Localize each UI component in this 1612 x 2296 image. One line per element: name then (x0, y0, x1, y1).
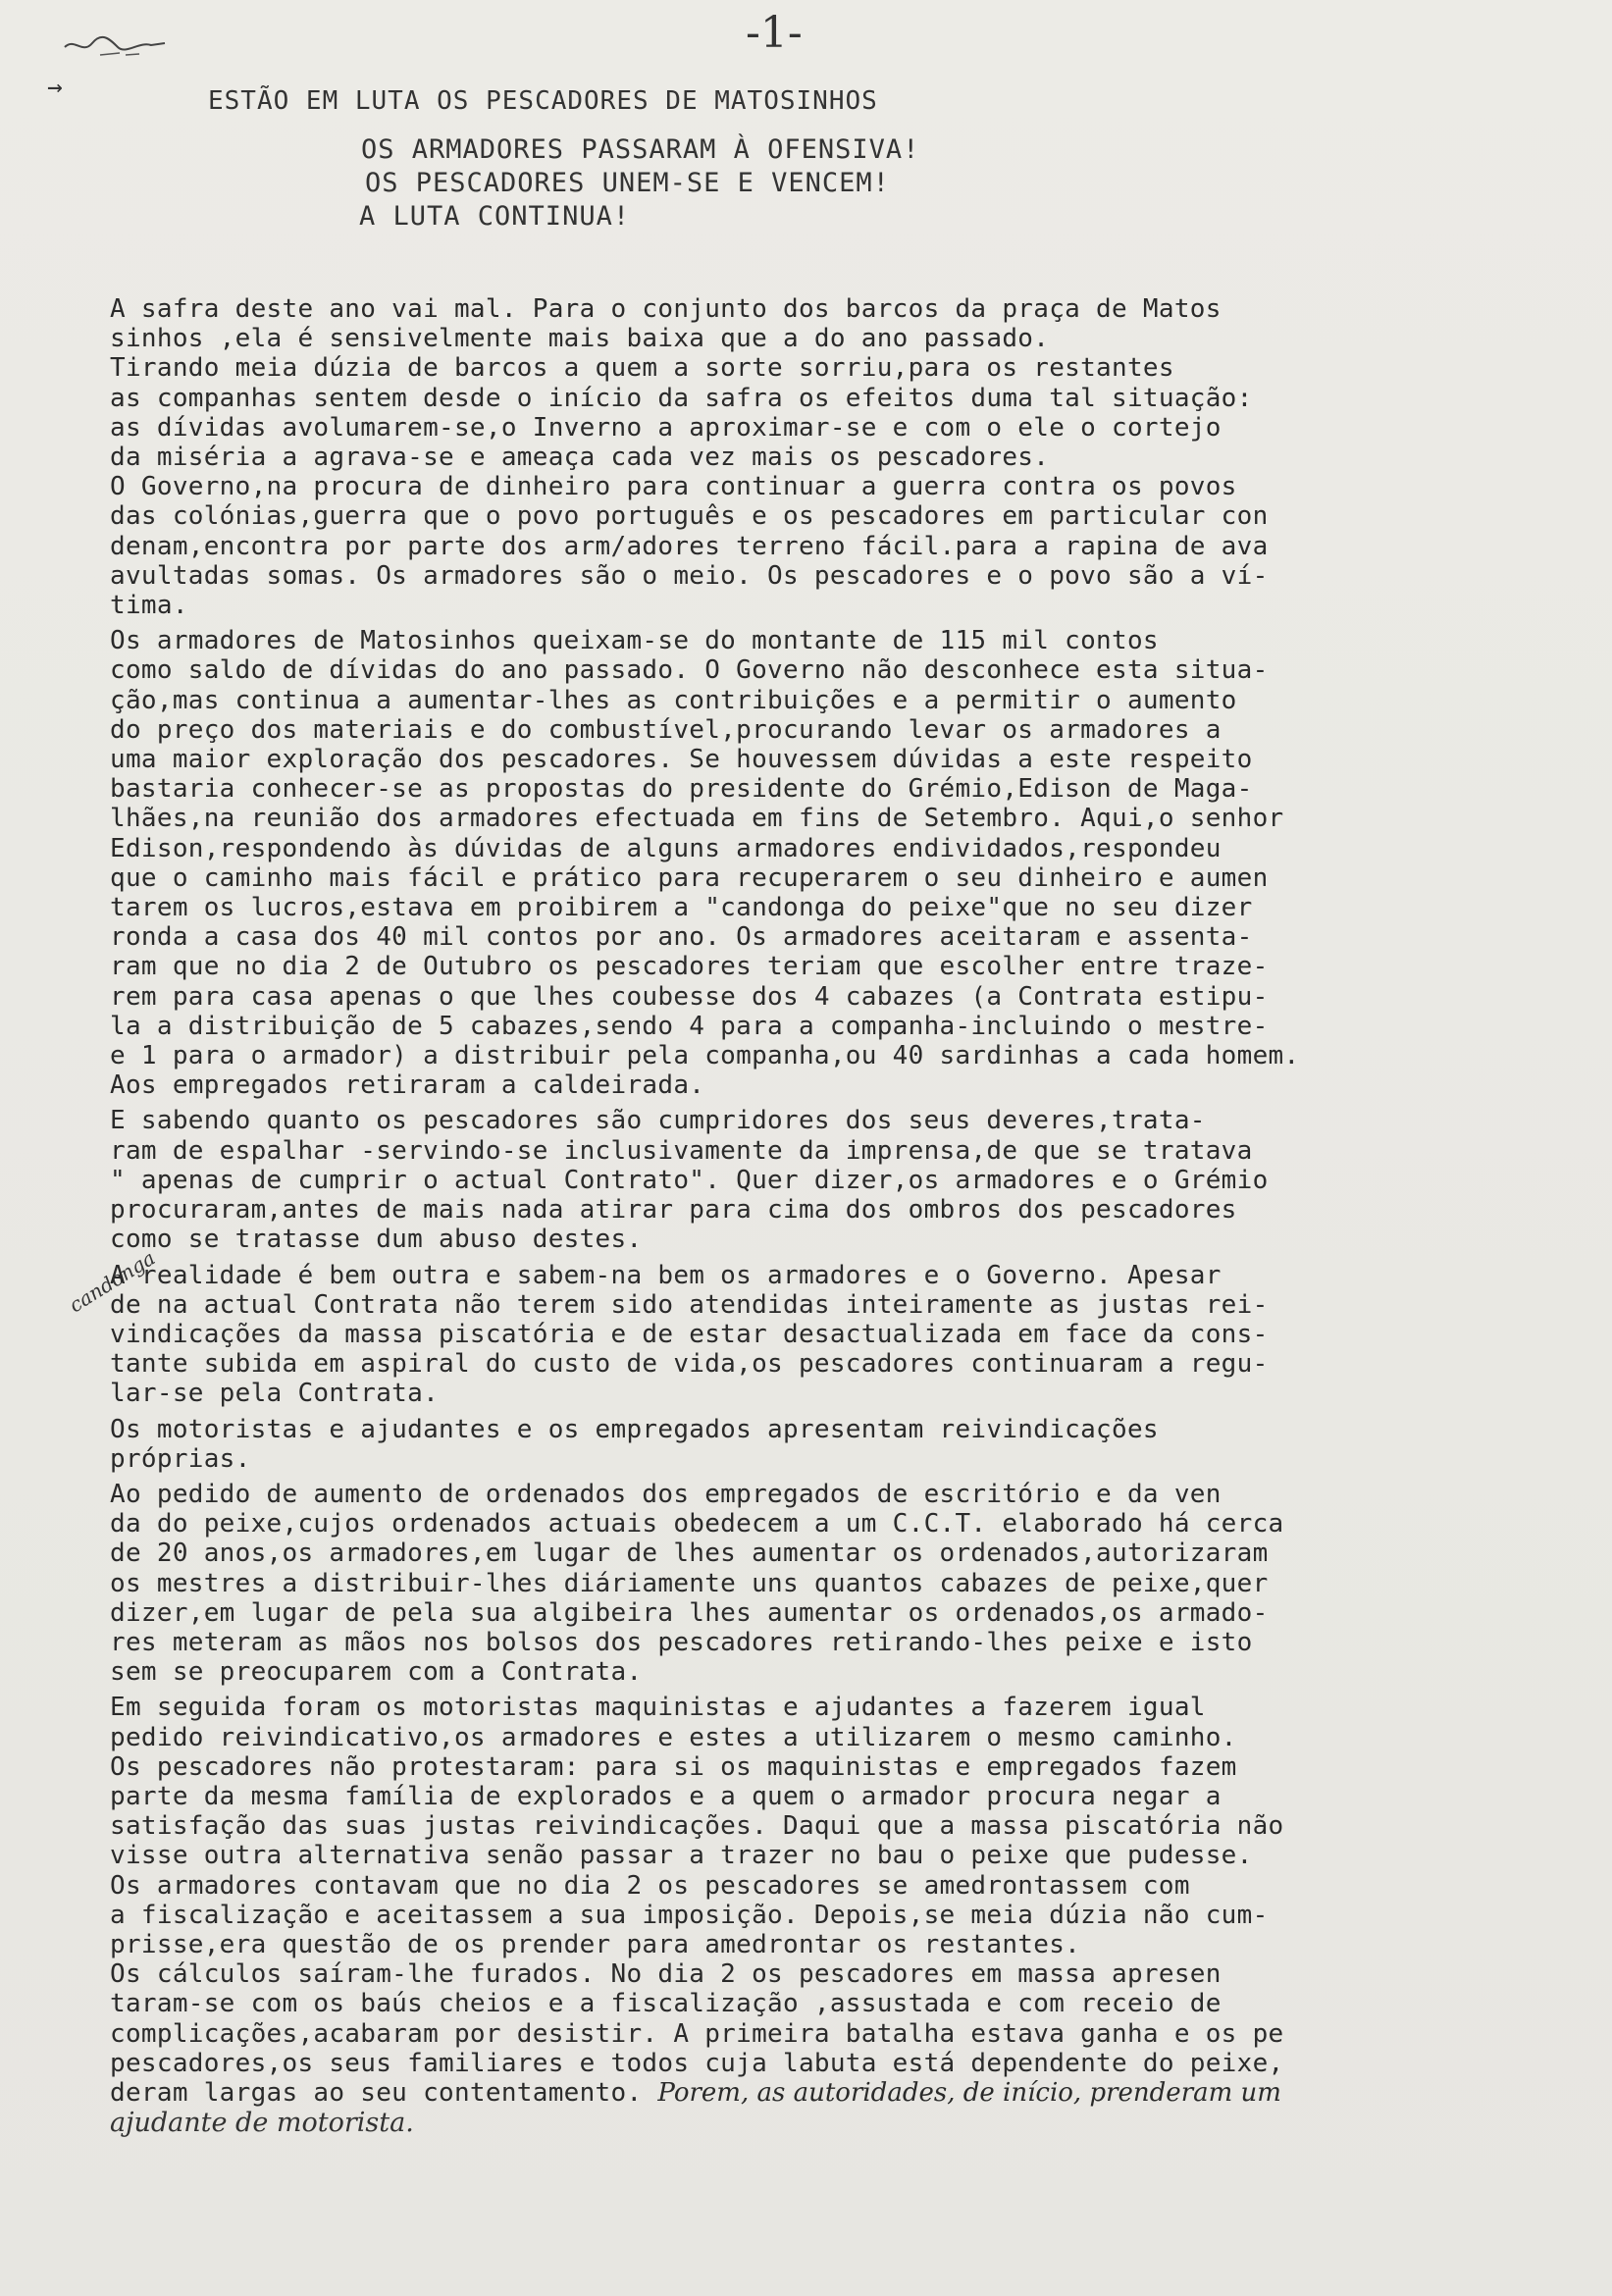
text-line: ção,mas continua a aumentar-lhes as contribuições e a permitir o aumento (110, 685, 1237, 715)
text-line: la a distribuição de 5 cabazes,sendo 4 para a companha-incluindo o mestre- (110, 1011, 1269, 1041)
text-line: parte da mesma família de explorados e a quem o armador procura negar a (110, 1781, 1222, 1811)
text-line: A realidade é bem outra e sabem-na bem os armadores e o Governo. Apesar (110, 1260, 1222, 1290)
text-line: Aos empregados retiraram a caldeirada. (110, 1070, 705, 1101)
text-line: visse outra alternativa senão passar a trazer no bau o peixe que pudesse. (110, 1841, 1253, 1871)
paragraph (110, 294, 1572, 620)
text-line: da miséria a agrava-se e ameaça cada vez mais os pescadores. (110, 443, 1050, 473)
text-line: Tirando meia dúzia de barcos a quem a sorte sorriu,para os restantes (110, 353, 1174, 384)
paragraph (110, 1480, 1572, 1687)
text-line: tima. (110, 591, 188, 621)
text-line: tarem os lucros,estava em proibirem a "candonga do peixe"que no seu dizer (110, 893, 1253, 923)
text-line: e 1 para o armador) a distribuir pela companha,ou 40 sardinhas a cada homem. (110, 1041, 1300, 1071)
text-line: Os pescadores não protestaram: para si os maquinistas e empregados fazem (110, 1751, 1237, 1782)
text-line: como se tratasse dum abuso destes. (110, 1225, 643, 1255)
arrow-mark-icon: → (47, 73, 63, 102)
text-line-content: deram largas ao seu contentamento. (110, 2077, 643, 2108)
text-line: como saldo de dívidas do ano passado. O Governo não desconhece esta situa- (110, 655, 1269, 686)
text-line: de 20 anos,os armadores,em lugar de lhes aumentar os ordenados,autorizaram (110, 1539, 1269, 1569)
slogan-line: A LUTA CONTINUA! (359, 201, 631, 232)
paragraph (110, 1261, 1572, 1409)
text-line: vindicações da massa piscatória e de estar desactualizada em face da cons- (110, 1319, 1269, 1349)
handwritten-annotation: ajudante de motorista. (110, 2108, 414, 2139)
text-line: tante subida em aspiral do custo de vida,os pescadores continuaram a regu- (110, 1349, 1269, 1380)
text-line: complicações,acabaram por desistir. A primeira batalha estava ganha e os pe (110, 2018, 1284, 2049)
text-line (110, 2078, 1572, 2108)
page-number: -1- (746, 8, 803, 58)
text-line: satisfação das suas justas reivindicações. Daqui que a massa piscatória não (110, 1811, 1284, 1842)
slogan-line: OS PESCADORES UNEM-SE E VENCEM! (365, 168, 890, 198)
text-line: lhães,na reunião dos armadores efectuada em fins de Setembro. Aqui,o senhor (110, 804, 1284, 834)
slogan-block (361, 133, 919, 234)
text-line: rem para casa apenas o que lhes coubesse dos 4 cabazes (a Contrata estipu- (110, 981, 1269, 1012)
text-line: O Governo,na procura de dinheiro para continuar a guerra contra os povos (110, 472, 1237, 502)
text-line: Ao pedido de aumento de ordenados dos empregados de escritório e da ven (110, 1479, 1222, 1509)
text-line: lar-se pela Contrata. (110, 1379, 440, 1409)
text-line: ronda a casa dos 40 mil contos por ano. Os armadores aceitaram e assenta- (110, 922, 1253, 953)
text-line: Os motoristas e ajudantes e os empregados apresentam reivindicações (110, 1414, 1159, 1444)
text-line: sinhos ,ela é sensivelmente mais baixa que a do ano passado. (110, 324, 1050, 354)
handwritten-annotation: Porem, as autoridades, de início, prenderam um (657, 2077, 1281, 2108)
text-line: que o caminho mais fácil e prático para recuperarem o seu dinheiro e aumen (110, 862, 1269, 893)
text-line: de na actual Contrata não terem sido atendidas inteiramente as justas rei- (110, 1289, 1269, 1320)
text-line: E sabendo quanto os pescadores são cumpridores dos seus deveres,trata- (110, 1106, 1206, 1136)
paragraph (110, 1693, 1572, 2139)
text-line: denam,encontra por parte dos arm/adores terreno fácil.para a rapina de ava (110, 531, 1269, 561)
text-line: das colónias,guerra que o povo português e os pescadores em particular con (110, 501, 1269, 532)
text-line: Os armadores de Matosinhos queixam-se do montante de 115 mil contos (110, 626, 1159, 656)
text-line: uma maior exploração dos pescadores. Se houvessem dúvidas a este respeito (110, 745, 1253, 775)
text-line: a fiscalização e aceitassem a sua imposição. Depois,se meia dúzia não cum- (110, 1900, 1269, 1930)
text-line: ram que no dia 2 de Outubro os pescadores teriam que escolher entre traze- (110, 952, 1269, 982)
text-line: sem se preocuparem com a Contrata. (110, 1657, 643, 1688)
text-line: próprias. (110, 1443, 251, 1474)
paragraph (110, 1415, 1572, 1474)
document-title: ESTÃO EM LUTA OS PESCADORES DE MATOSINHOS (208, 86, 878, 116)
text-line: res meteram as mãos nos bolsos dos pescadores retirando-lhes peixe e isto (110, 1627, 1253, 1657)
handwritten-margin-note: candonga (65, 1245, 160, 1318)
text-line: Edison,respondendo às dúvidas de alguns armadores endividados,respondeu (110, 833, 1222, 863)
text-line: taram-se com os baús cheios e a fiscalização ,assustada e com receio de (110, 1989, 1222, 2019)
article-body (110, 294, 1572, 2139)
paragraph (110, 626, 1572, 1100)
text-line: " apenas de cumprir o actual Contrato". Quer dizer,os armadores e o Grémio (110, 1165, 1269, 1195)
margin-scribble-mark (61, 29, 169, 59)
text-line: ram de espalhar -servindo-se inclusivamente da imprensa,de que se tratava (110, 1135, 1253, 1166)
text-line: prisse,era questão de os prender para amedrontar os restantes. (110, 1929, 1081, 1959)
text-line: procuraram,antes de mais nada atirar para cima dos ombros dos pescadores (110, 1195, 1237, 1226)
text-line: da do peixe,cujos ordenados actuais obedecem a um C.C.T. elaborado há cerca (110, 1509, 1284, 1539)
text-line: pescadores,os seus familiares e todos cuja labuta está dependente do peixe, (110, 2048, 1284, 2078)
text-line: dizer,em lugar de pela sua algibeira lhes aumentar os ordenados,os armado- (110, 1597, 1269, 1628)
text-line: A safra deste ano vai mal. Para o conjunto dos barcos da praça de Matos (110, 294, 1222, 324)
paragraph (110, 1106, 1572, 1254)
text-line: Os armadores contavam que no dia 2 os pescadores se amedrontassem com (110, 1870, 1190, 1901)
text-line: bastaria conhecer-se as propostas do presidente do Grémio,Edison de Maga- (110, 774, 1253, 805)
text-line: do preço dos materiais e do combustível,procurando levar os armadores a (110, 714, 1222, 745)
slogan-line: OS ARMADORES PASSARAM À OFENSIVA! (361, 134, 920, 165)
text-line: os mestres a distribuir-lhes diáriamente uns quantos cabazes de peixe,quer (110, 1568, 1269, 1598)
text-line: Os cálculos saíram-lhe furados. No dia 2 os pescadores em massa apresen (110, 1959, 1222, 1990)
text-line: Em seguida foram os motoristas maquinistas e ajudantes a fazerem igual (110, 1693, 1206, 1723)
text-line: as companhas sentem desde o início da safra os efeitos duma tal situação: (110, 383, 1253, 413)
text-line: as dívidas avolumarem-se,o Inverno a aproximar-se e com o ele o cortejo (110, 412, 1222, 443)
text-line: avultadas somas. Os armadores são o meio. Os pescadores e o povo são a ví- (110, 560, 1269, 591)
text-line: pedido reivindicativo,os armadores e estes a utilizarem o mesmo caminho. (110, 1722, 1237, 1752)
